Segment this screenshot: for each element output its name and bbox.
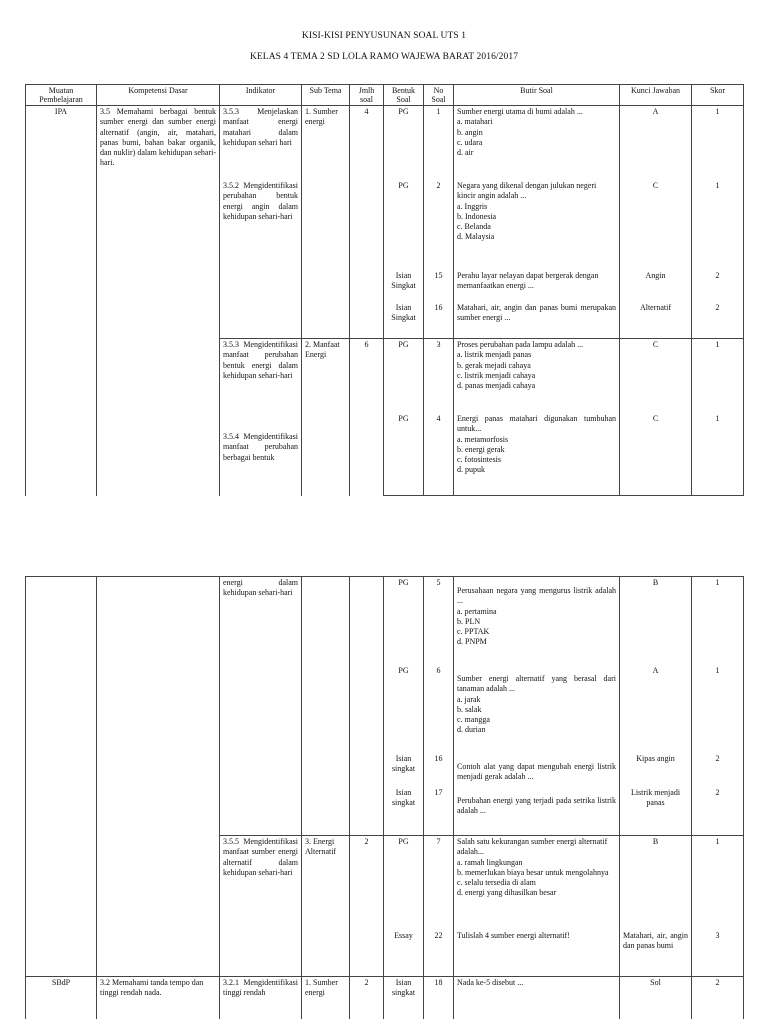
nomor-cell: 17 — [424, 787, 454, 836]
skor-cell: 1 — [692, 339, 744, 414]
nomor-cell: 16 — [424, 302, 454, 339]
nomor-cell: 16 — [424, 753, 454, 787]
indikator-text: 3.5.4 Mengidentifikasi manfaat perubahan berbagai bentuk — [223, 432, 298, 462]
skor-cell: 1 — [692, 836, 744, 931]
indikator-cell — [220, 339, 302, 496]
subtema-cell — [302, 577, 350, 836]
bentuk-cell: Isian singkat — [384, 977, 424, 1020]
butir-cell — [454, 787, 620, 836]
option-c: c. selalu tersedia di alam — [457, 878, 536, 888]
col-bentuk: Bentuk Soal — [384, 85, 424, 106]
bentuk-cell: PG — [384, 413, 424, 496]
butir-cell: Matahari, air, angin dan panas bumi merupakan sumber energi ... — [454, 302, 620, 339]
soal-text: Salah satu kekurangan sumber energi alternatif adalah... — [457, 837, 608, 857]
skor-cell: 1 — [692, 106, 744, 181]
option-c: c. udara — [457, 137, 483, 147]
nomor-cell: 3 — [424, 339, 454, 414]
option-b: b. Indonesia — [457, 211, 497, 221]
bentuk-cell: Essay — [384, 930, 424, 977]
bentuk-cell: PG — [384, 106, 424, 181]
table-header-row — [26, 85, 744, 106]
option-c: c. listrik menjadi cahaya — [457, 370, 536, 380]
table-row — [26, 577, 744, 666]
kunci-cell: C — [620, 339, 692, 414]
bentuk-cell: Isian singkat — [384, 753, 424, 787]
indikator-text: 3.5.2 Mengidentifikasi perubahan bentuk energi angin dalam kehidupan sehari-hari — [223, 181, 298, 221]
kompetensi-cell — [97, 577, 220, 977]
table-row — [26, 977, 744, 1020]
nomor-cell: 5 — [424, 577, 454, 666]
option-b: b. energi gerak — [457, 444, 505, 454]
option-a: a. Inggris — [457, 201, 488, 211]
bentuk-cell: PG — [384, 339, 424, 414]
kunci-cell: C — [620, 413, 692, 496]
kompetensi-cell: 3.5 Memahami berbagai bentuk sumber energi dan sumber energi alternatif (angin, air, matahari, panas bumi, bahan bakar organik, dan nuklir) dalam kehidupan sehari-hari. — [97, 106, 220, 496]
skor-cell: 1 — [692, 413, 744, 496]
col-butir: Butir Soal — [454, 85, 620, 106]
col-muatan: Muatan Pembelajaran — [26, 85, 97, 106]
option-d: d. panas menjadi cahaya — [457, 381, 536, 391]
subtema-cell: 1. Sumber energi — [302, 977, 350, 1020]
soal-text: Energi panas matahari digunakan tumbuhan untuk... — [457, 414, 616, 434]
subtema-cell: 1. Sumber energi — [302, 106, 350, 339]
indikator-text: 3.5.3 Mengidentifikasi manfaat perubahan bentuk energi dalam kehidupan sehari-hari — [223, 340, 298, 380]
nomor-cell: 15 — [424, 270, 454, 302]
butir-cell — [454, 180, 620, 270]
bentuk-cell: PG — [384, 836, 424, 931]
butir-cell: Perahu layar nelayan dapat bergerak dengan memanfaatkan energi ... — [454, 270, 620, 302]
soal-text: Proses perubahan pada lampu adalah ... — [457, 340, 584, 349]
kunci-cell: A — [620, 106, 692, 181]
butir-cell — [454, 413, 620, 496]
col-jumlah: Jmlh soal — [350, 85, 384, 106]
butir-cell — [454, 577, 620, 666]
skor-cell: 2 — [692, 977, 744, 1020]
kunci-cell: B — [620, 836, 692, 931]
option-a: a. listrik menjadi panas — [457, 350, 532, 360]
indikator-cell: 3.2.1 Mengidentifikasi tinggi rendah — [220, 977, 302, 1020]
option-c: c. Belanda — [457, 222, 491, 232]
kunci-cell: B — [620, 577, 692, 666]
nomor-cell: 6 — [424, 665, 454, 753]
indikator-cell — [220, 106, 302, 339]
option-b: b. angin — [457, 127, 483, 137]
bentuk-cell: Isian Singkat — [384, 302, 424, 339]
muatan-cell — [26, 577, 97, 977]
bentuk-cell: PG — [384, 665, 424, 753]
kunci-cell: Sol — [620, 977, 692, 1020]
bentuk-cell: Isian Singkat — [384, 270, 424, 302]
col-nomor: No Soal — [424, 85, 454, 106]
skor-cell: 2 — [692, 270, 744, 302]
nomor-cell: 2 — [424, 180, 454, 270]
indikator-cell: 3.5.5 Mengidentifikasi manfaat sumber energi alternatif dalam kehidupan sehari-hari — [220, 836, 302, 977]
butir-cell: Nada ke-5 disebut ... — [454, 977, 620, 1020]
option-d: d. durian — [457, 725, 486, 735]
muatan-cell: IPA — [26, 106, 97, 496]
soal-text: Sumber energi utama di bumi adalah ... — [457, 107, 583, 116]
bentuk-cell: Isian singkat — [384, 787, 424, 836]
col-subtema: Sub Tema — [302, 85, 350, 106]
kunci-cell: A — [620, 665, 692, 753]
bentuk-cell: PG — [384, 180, 424, 270]
option-a: a. jarak — [457, 694, 481, 704]
kunci-cell: C — [620, 180, 692, 270]
indikator-cell: energi dalam kehidupan sehari-hari — [220, 577, 302, 836]
subtema-cell: 2. Manfaat Energi — [302, 339, 350, 496]
skor-cell: 3 — [692, 930, 744, 977]
option-b: b. memerlukan biaya besar untuk mengolahnya — [457, 867, 609, 877]
kunci-cell: Kipas angin — [620, 753, 692, 787]
option-d: d. Malaysia — [457, 232, 495, 242]
butir-cell: Tulislah 4 sumber energi alternatif! — [454, 930, 620, 977]
nomor-cell: 18 — [424, 977, 454, 1020]
soal-text: Sumber energi alternatif yang berasal dari tanaman adalah ... — [457, 674, 616, 694]
col-indikator: Indikator — [220, 85, 302, 106]
option-a: a. pertamina — [457, 606, 497, 616]
option-c: c. fotosintesis — [457, 455, 501, 465]
nomor-cell: 1 — [424, 106, 454, 181]
kisi-kisi-table-page1 — [25, 84, 744, 496]
option-b: b. PLN — [457, 616, 481, 626]
option-d: d. energi yang dihasilkan besar — [457, 888, 557, 898]
kompetensi-cell: 3.2 Memahami tanda tempo dan tinggi rendah nada. — [97, 977, 220, 1020]
soal-text: Perusahaan negara yang mengurus listrik adalah ... — [457, 586, 616, 606]
soal-text: Negara yang dikenal dengan julukan negeri kincir angin adalah ... — [457, 181, 597, 201]
document-title: KISI-KISI PENYUSUNAN SOAL UTS 1 — [301, 31, 467, 41]
butir-cell — [454, 753, 620, 787]
table-row — [26, 106, 744, 181]
nomor-cell: 4 — [424, 413, 454, 496]
butir-cell — [454, 836, 620, 931]
col-skor: Skor — [692, 85, 744, 106]
col-kunci: Kunci Jawaban — [620, 85, 692, 106]
option-d: d. PNPM — [457, 637, 487, 647]
butir-cell — [454, 339, 620, 414]
option-d: d. air — [457, 148, 474, 158]
option-d: d. pupuk — [457, 465, 485, 475]
subtema-cell: 3. Energi Alternatif — [302, 836, 350, 977]
kisi-kisi-table-page2 — [25, 576, 744, 1019]
nomor-cell: 7 — [424, 836, 454, 931]
option-b: b. salak — [457, 704, 482, 714]
option-b: b. gerak mejadi cahaya — [457, 360, 531, 370]
indikator-text: 3.5.3 Menjelaskan manfaat energi matahari dalam kehidupan sehari hari — [223, 107, 298, 147]
option-a: a. metamorfosis — [457, 434, 509, 444]
kunci-cell: Alternatif — [620, 302, 692, 339]
option-a: a. ramah lingkungan — [457, 857, 523, 867]
skor-cell: 1 — [692, 577, 744, 666]
kunci-cell: Listrik menjadi panas — [620, 787, 692, 836]
skor-cell: 2 — [692, 753, 744, 787]
jumlah-cell: 6 — [350, 339, 384, 496]
jumlah-cell: 4 — [350, 106, 384, 339]
kunci-cell: Matahari, air, angin dan panas bumi — [620, 930, 692, 977]
option-c: c. PPTAK — [457, 627, 490, 637]
document-subtitle: KELAS 4 TEMA 2 SD LOLA RAMO WAJEWA BARAT 2016/2017 — [249, 52, 519, 62]
option-a: a. matahari — [457, 117, 493, 127]
soal-text: Contoh alat yang dapat mengubah energi listrik menjadi gerak adalah ... — [457, 762, 616, 782]
skor-cell: 2 — [692, 302, 744, 339]
soal-text: Perubahan energi yang terjadi pada setrika listrik adalah ... — [457, 796, 616, 816]
jumlah-cell: 2 — [350, 977, 384, 1020]
kunci-cell: Angin — [620, 270, 692, 302]
skor-cell: 1 — [692, 180, 744, 270]
option-c: c. mangga — [457, 715, 490, 725]
skor-cell: 2 — [692, 787, 744, 836]
butir-cell — [454, 106, 620, 181]
butir-cell — [454, 665, 620, 753]
nomor-cell: 22 — [424, 930, 454, 977]
muatan-cell: SBdP — [26, 977, 97, 1020]
bentuk-cell: PG — [384, 577, 424, 666]
skor-cell: 1 — [692, 665, 744, 753]
jumlah-cell — [350, 577, 384, 836]
col-kompetensi: Kompetensi Dasar — [97, 85, 220, 106]
jumlah-cell: 2 — [350, 836, 384, 977]
